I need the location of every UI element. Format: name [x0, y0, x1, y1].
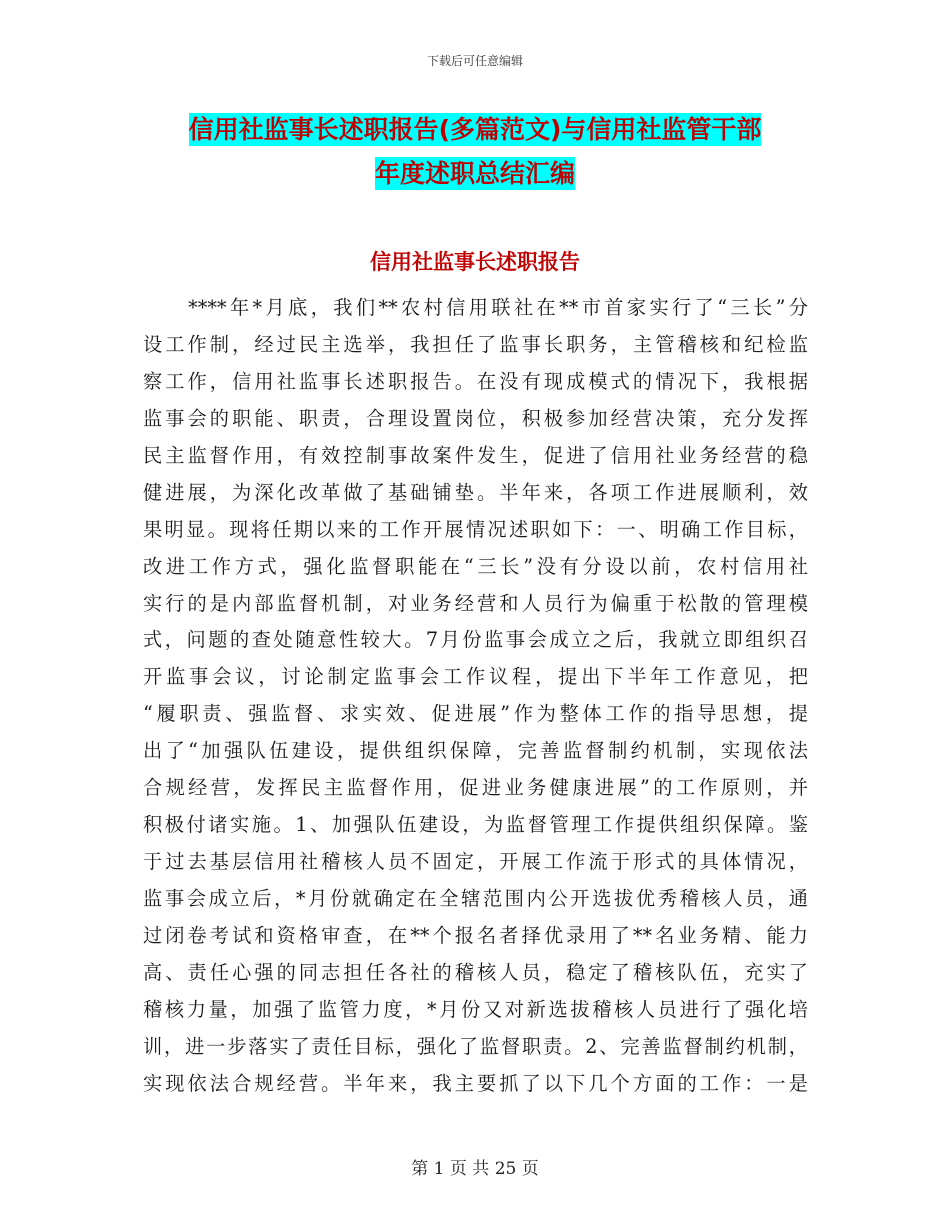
body-line: 训，进一步落实了责任目标，强化了监督职责。2、完善监督制约机制，: [143, 1034, 808, 1058]
body-line: 民主监督作用，有效控制事故案件发生，促进了信用社业务经营的稳: [143, 443, 808, 467]
document-title: [0, 108, 950, 196]
body-line: 过闭卷考试和资格审查，在**个报名者择优录用了**名业务精、能力: [143, 923, 808, 947]
body-text: [143, 290, 808, 1103]
body-line: 察工作，信用社监事长述职报告。在没有现成模式的情况下，我根据: [143, 369, 808, 393]
body-line: 式，问题的查处随意性较大。7月份监事会成立之后，我就立即组织召: [143, 628, 808, 652]
body-line: 健进展，为深化改革做了基础铺垫。半年来，各项工作进展顺利，效: [143, 480, 808, 504]
body-line: 果明显。现将任期以来的工作开展情况述职如下：一、明确工作目标，: [143, 517, 808, 541]
document-title-line-1: 信用社监事长述职报告(多篇范文)与信用社监管干部: [188, 115, 762, 144]
body-line: “履职责、强监督、求实效、促进展”作为整体工作的指导思想，提: [143, 702, 808, 726]
body-line: 实现依法合规经营。半年来，我主要抓了以下几个方面的工作：一是: [143, 1071, 808, 1095]
body-line: 监事会的职能、职责，合理设置岗位，积极参加经营决策，充分发挥: [143, 406, 808, 430]
body-line: 于过去基层信用社稽核人员不固定，开展工作流于形式的具体情况，: [143, 850, 808, 874]
body-line: 实行的是内部监督机制，对业务经营和人员行为偏重于松散的管理模: [143, 591, 808, 615]
body-line: ****年*月底，我们**农村信用联社在**市首家实行了“三长”分: [143, 296, 808, 319]
body-line: 改进工作方式，强化监督职能在“三长”没有分设以前，农村信用社: [143, 554, 808, 578]
body-line: 合规经营，发挥民主监督作用，促进业务健康进展”的工作原则，并: [143, 776, 808, 800]
page-header-note: 下载后可任意编辑: [426, 54, 523, 68]
body-line: 设工作制，经过民主选举，我担任了监事长职务，主管稽核和纪检监: [143, 332, 808, 356]
body-line: 监事会成立后，*月份就确定在全辖范围内公开选拔优秀稽核人员，通: [143, 887, 808, 910]
page-number: 第 1 页 共 25 页: [411, 1159, 539, 1179]
section-title: 信用社监事长述职报告: [370, 250, 580, 274]
document-title-line-2: 年度述职总结汇编: [374, 159, 575, 188]
body-line: 高、责任心强的同志担任各社的稽核人员，稳定了稽核队伍，充实了: [143, 960, 808, 984]
body-line: 开监事会议，讨论制定监事会工作议程，提出下半年工作意见，把: [143, 665, 808, 689]
body-line: 稽核力量，加强了监管力度，*月份又对新选拔稽核人员进行了强化培: [143, 997, 808, 1021]
body-line: 积极付诸实施。1、加强队伍建设，为监督管理工作提供组织保障。鉴: [143, 813, 808, 837]
body-line: 出了“加强队伍建设，提供组织保障，完善监督制约机制，实现依法: [143, 739, 808, 763]
